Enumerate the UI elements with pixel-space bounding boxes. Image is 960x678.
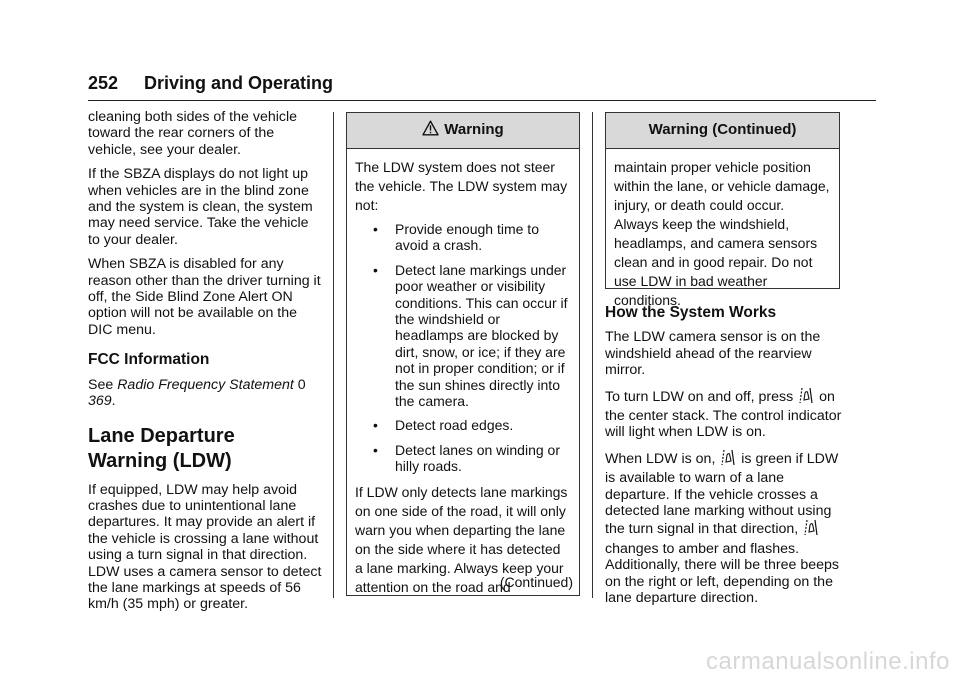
text-run: on the center stack. The control indicator will light when LDW is on. <box>605 388 842 441</box>
paragraph: The LDW camera sensor is on the windshield ahead of the rearview mirror. <box>605 329 821 379</box>
list-item: • Provide enough time to avoid a crash. <box>355 221 571 254</box>
warning-title: Warning <box>444 121 504 139</box>
text-run: is green if LDW is available to warn of a lane departure. If the vehicle crosses a detected lane marking without using the turn signal in that direction, <box>605 450 839 538</box>
warning-continued-body <box>606 149 839 310</box>
warning-box <box>346 112 580 596</box>
list-item: • Detect lane markings under poor weather or visibility conditions. This can occur if the windshield or headlamps are blocked by dirt, snow, or ice; if they are not in proper condition; or if the sun shines directly into the camera. <box>355 262 571 410</box>
right-column <box>605 305 845 615</box>
warning-continued-text: maintain proper vehicle position within the lane, or vehicle damage, injury, or death could occur. Always keep the windshield, headlamps, and camera sensors clean and in good repair. Do not use LDW in bad weather conditions. <box>614 159 830 308</box>
ldw-heading <box>88 424 323 474</box>
continued-label: (Continued) <box>499 573 573 590</box>
paragraph: cleaning both sides of the vehicle toward the rear corners of the vehicle, see your dealer. <box>88 109 298 158</box>
fcc-ref-page[interactable]: 369 <box>88 393 112 410</box>
watermark: carmanualsonline.info <box>706 648 950 675</box>
warning-paragraph: If LDW only detects lane markings on one side of the road, it will only warn you when departing the lane on the side where it has detected a lane marking. Always keep your attention on the road and <box>355 483 568 595</box>
ldw-heading-line1: Lane Departure <box>88 424 235 447</box>
lane-departure-icon <box>721 449 735 470</box>
warning-continued-box <box>605 112 840 308</box>
warning-body <box>347 149 579 597</box>
paragraph <box>605 449 845 607</box>
warning-intro: The LDW system does not steer the vehicle. The LDW system may not: <box>355 159 568 213</box>
lane-departure-icon <box>799 387 813 408</box>
see-text: See <box>88 376 118 393</box>
column-divider <box>333 112 334 598</box>
paragraph <box>605 387 845 441</box>
section-title: Driving and Operating <box>144 73 334 93</box>
warning-continued-title: Warning (Continued) <box>648 121 797 139</box>
warning-bullets <box>355 221 571 475</box>
fcc-reference <box>88 377 323 410</box>
column-divider <box>592 112 593 598</box>
text-run: When LDW is on, <box>605 450 720 467</box>
warning-header <box>347 113 579 149</box>
text-run: To turn LDW on and off, press <box>605 388 798 405</box>
warning-continued-header <box>606 113 839 149</box>
paragraph: If equipped, LDW may help avoid crashes due to unintentional lane departures. It may provide an alert if the vehicle is crossing a lane without using a turn signal in that direction. LDW uses a camera sensor to detect the lane markings at speeds of 56 km/h (35 mph) or greater. <box>88 481 322 613</box>
page-header <box>88 70 876 101</box>
how-system-works-heading: How the System Works <box>605 304 777 321</box>
text-run: changes to amber and flashes. Additionally, there will be three beeps on the right or left, depending on the lane departure direction. <box>605 540 839 607</box>
paragraph: When SBZA is disabled for any reason other than the driver turning it off, the Side Blind Zone Alert ON option will not be available on the DIC menu. <box>88 256 321 338</box>
fcc-ref-link[interactable]: Radio Frequency Statement <box>117 376 294 393</box>
list-item: • Detect lanes on winding or hilly roads. <box>355 442 571 475</box>
page-ref-arrow-icon: 0 <box>297 376 306 393</box>
paragraph: If the SBZA displays do not light up when vehicles are in the blind zone and the system is clean, the system may need service. Take the vehicle to your dealer. <box>88 166 313 248</box>
fcc-heading: FCC Information <box>88 351 210 369</box>
warning-triangle-icon <box>422 120 439 140</box>
lane-departure-icon <box>804 519 818 540</box>
page-number: 252 <box>88 73 119 93</box>
ldw-heading-line2: Warning (LDW) <box>88 449 232 472</box>
left-column <box>88 109 323 621</box>
period: . <box>111 393 116 410</box>
list-item: • Detect road edges. <box>355 417 571 433</box>
